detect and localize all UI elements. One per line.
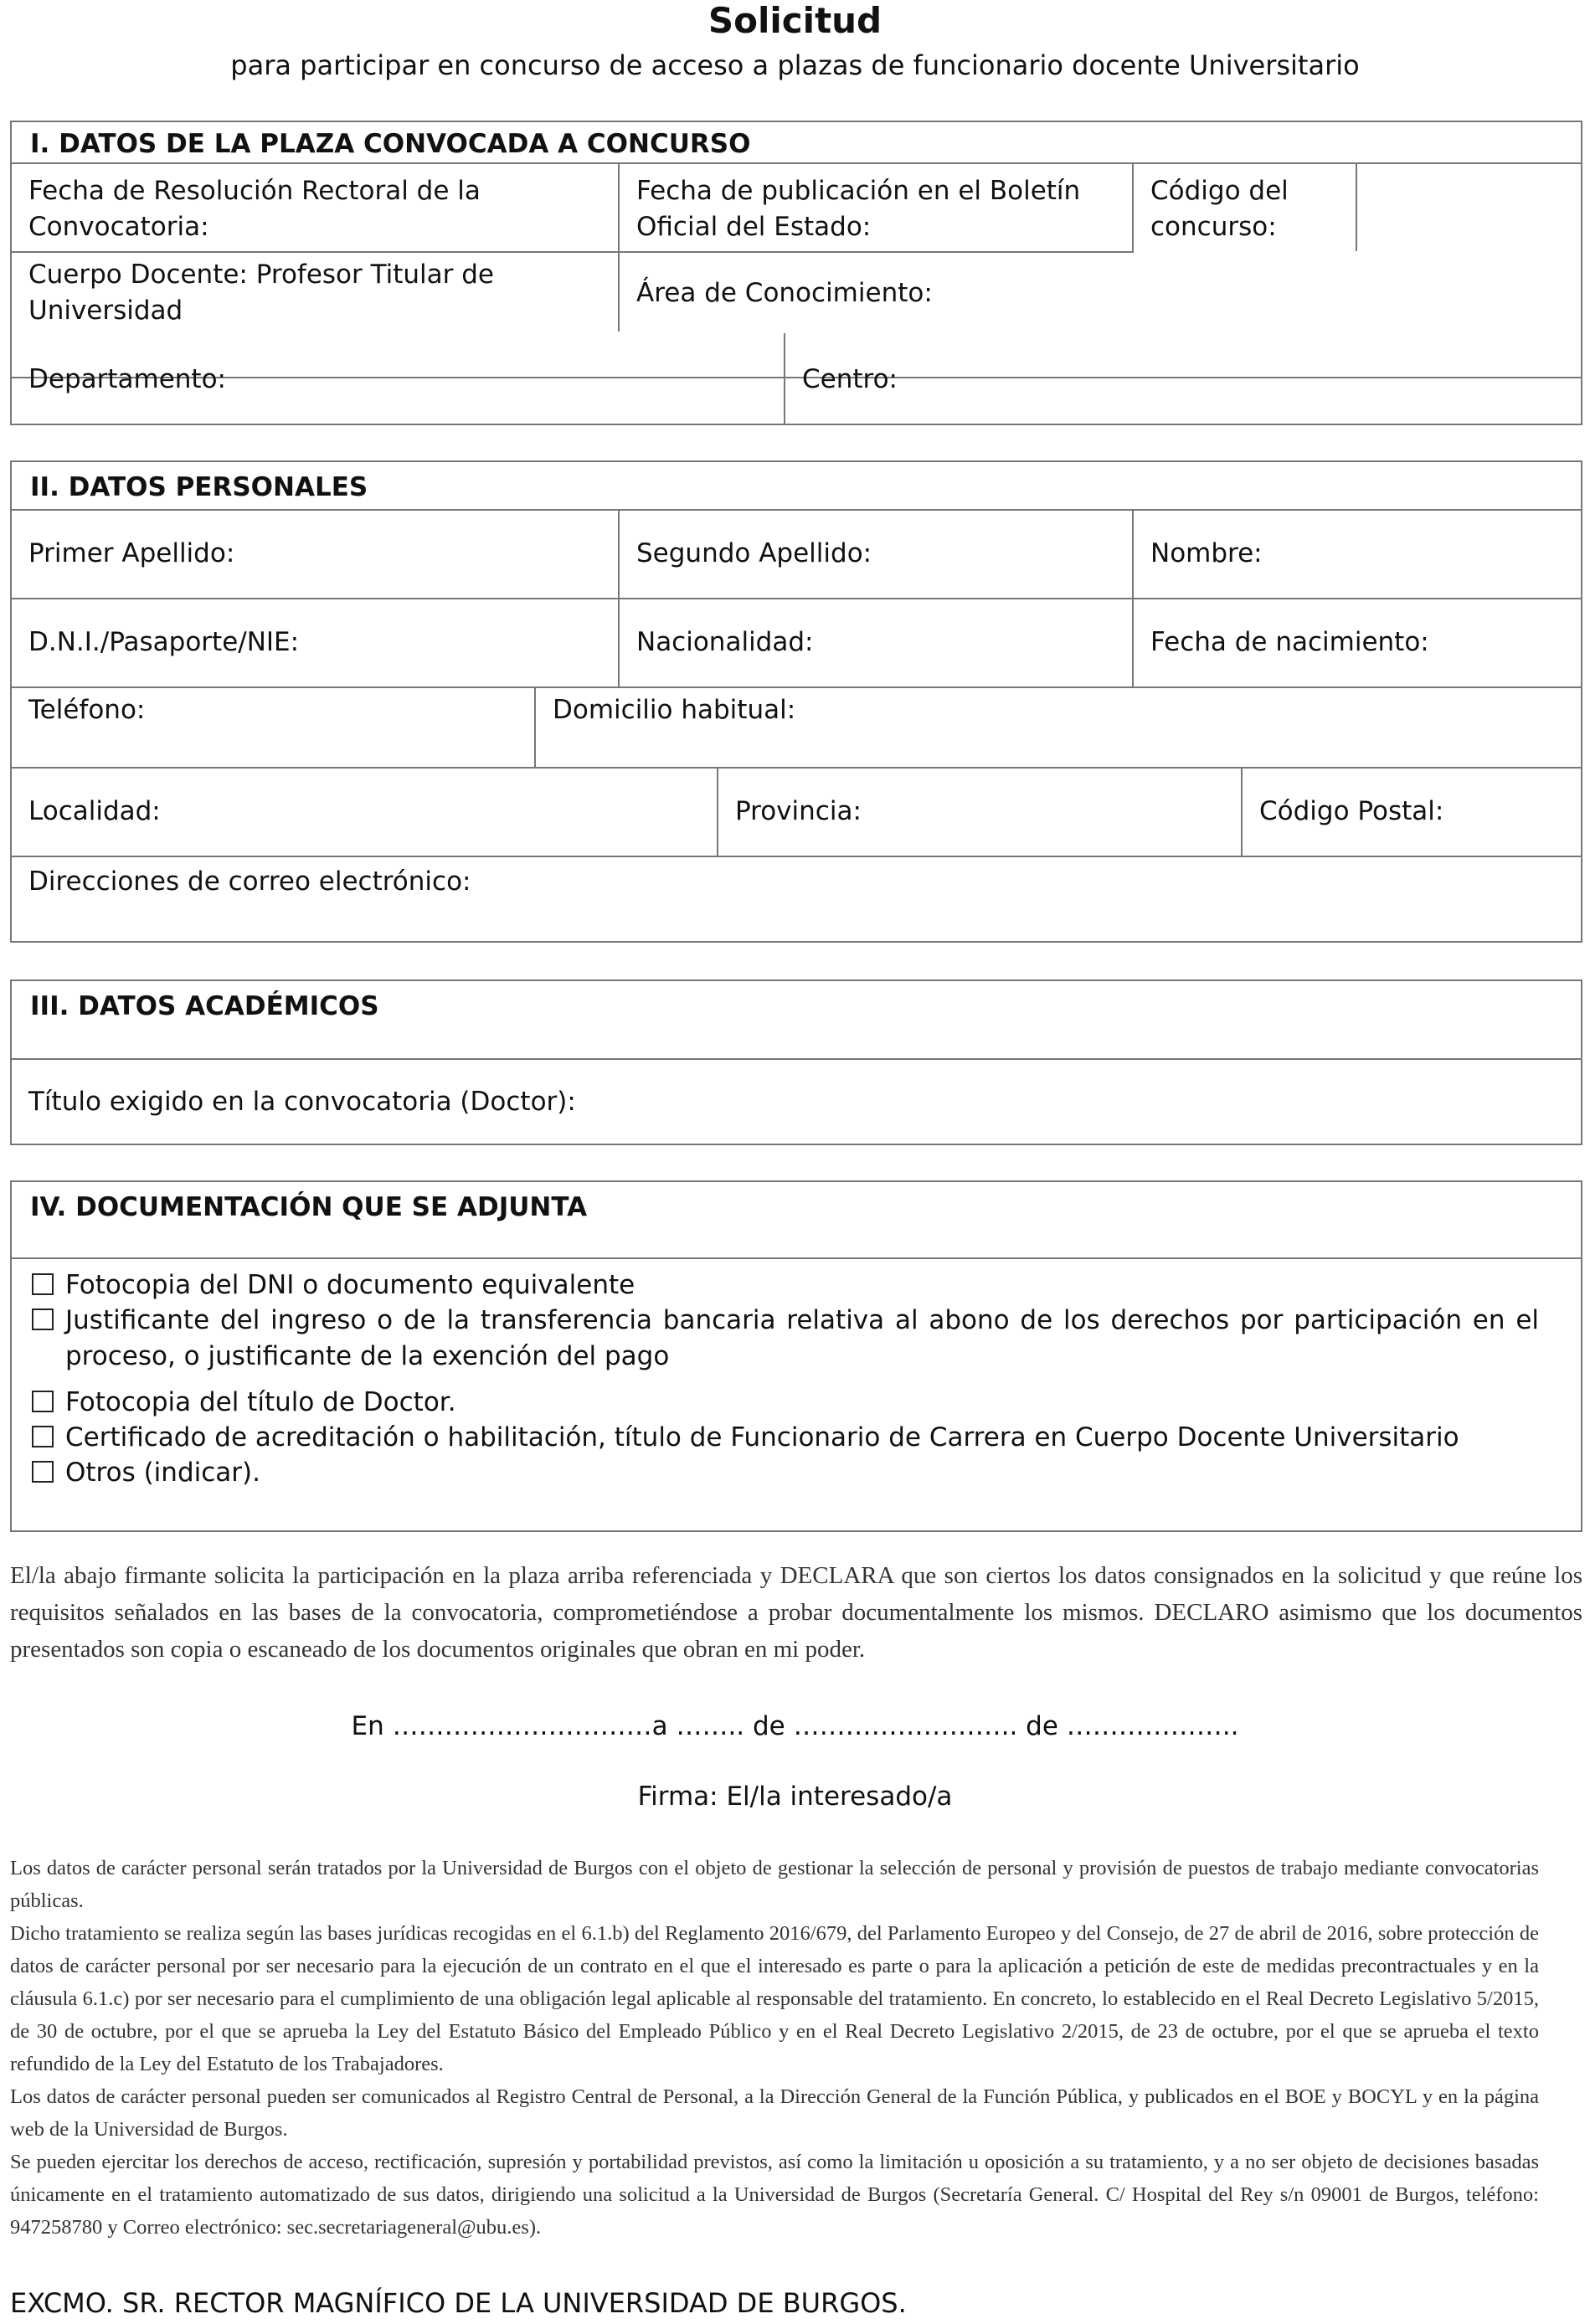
titulo-field[interactable] [12,1060,1581,1144]
segundo-apellido-label: Segundo Apellido: [636,537,872,568]
doc-item-label: Otros (indicar). [65,1458,260,1488]
correo-field[interactable] [12,857,1581,906]
doc-item-label: Justificante del ingreso o de la transferencia bancaria relativa al abono de los derechos por participación en el proceso, o justificante de la exención del pago [65,1305,1539,1371]
checkbox-justificante[interactable] [32,1309,54,1330]
provincia-label: Provincia: [735,795,862,826]
dni-field[interactable] [12,599,615,685]
doc-item-label: Fotocopia del título de Doctor. [65,1387,456,1417]
fecha-publicacion-label: Fecha de publicación en el Boletín Oficial del Estado: [636,176,1081,242]
section-personales-heading: II. DATOS PERSONALES [30,472,368,502]
telefono-field[interactable] [12,688,531,732]
checkbox-certificado[interactable] [32,1426,54,1447]
centro-field[interactable] [785,335,1581,424]
section-documentacion [10,1180,1582,1532]
departamento-field[interactable] [12,335,782,424]
doc-item-label: Fotocopia del DNI o documento equivalente [65,1270,635,1300]
domicilio-label: Domicilio habitual: [553,694,796,725]
titulo-label: Título exigido en la convocatoria (Doctor): [28,1086,576,1117]
area-conocimiento-field[interactable] [620,253,1130,333]
checkbox-titulo-doctor[interactable] [32,1391,54,1412]
nacionalidad-label: Nacionalidad: [636,626,814,657]
dni-label: D.N.I./Pasaporte/NIE: [28,626,300,657]
codigo-postal-field[interactable] [1243,769,1581,854]
nombre-label: Nombre: [1150,537,1263,568]
fecha-nacimiento-field[interactable] [1134,599,1581,685]
cuerpo-docente-label: Cuerpo Docente: Profesor Titular de Universidad [28,260,494,326]
doc-item-dni[interactable] [32,1267,1539,1303]
section-academicos [10,979,1582,1145]
cuerpo-docente-field [12,253,615,333]
fecha-resolucion-field[interactable] [12,169,615,249]
localidad-label: Localidad: [28,795,161,826]
provincia-field[interactable] [718,769,1239,854]
section-personales [10,460,1582,943]
checkbox-dni[interactable] [32,1273,54,1295]
declaration-text: El/la abajo firmante solicita la participación en la plaza arriba referenciada y DECLARA que son ciertos los datos consignados en la solicitud y que reúne los requisitos señalados en las bases de la convocatoria, comprometiéndose a probar documentalmente los mismos. DECLARO asimismo que los documentos presentados son copia o escaneado de los documentos originales que obran en mi poder. [10,1562,1582,1663]
section-plaza [10,121,1582,425]
primer-apellido-label: Primer Apellido: [28,537,235,568]
doc-item-label: Certificado de acreditación o habilitación, título de Funcionario de Carrera en Cuerpo Docente Universitario [65,1422,1459,1452]
section-plaza-heading: I. DATOS DE LA PLAZA CONVOCADA A CONCURSO [30,129,751,159]
legal-paragraph: Dicho tratamiento se realiza según las bases jurídicas recogidas en el 6.1.b) del Reglamento 2016/679, del Parlamento Europeo y del Consejo, de 27 de abril de 2016, sobre protección de datos de carácter personal por ser necesario para la ejecución de un contrato en el que el interesado es parte o para la aplicación a petición de este de medidas precontractuales y en la cláusula 6.1.c) por ser necesario para el cumplimiento de una obligación legal aplicable al responsable del tratamiento. En concreto, lo establecido en el Real Decreto Legislativo 5/2015, de 30 de octubre, por el que se aprueba la Ley del Estatuto Básico del Empleado Público y en el Real Decreto Legislativo 2/2015, de 23 de octubre, por el que se aprueba el texto refundido de la Ley del Estatuto de los Trabajadores. [10,1922,1539,2075]
codigo-concurso-label-cell [1134,169,1355,249]
page-subtitle: para participar en concurso de acceso a plazas de funcionario docente Universitario [230,49,1360,81]
segundo-apellido-field[interactable] [620,511,1130,596]
codigo-concurso-input[interactable] [1357,169,1582,249]
doc-item-otros[interactable] [32,1455,1539,1491]
legal-paragraph: Los datos de carácter personal serán tratados por la Universidad de Burgos con el objeto de gestionar la selección de personal y provisión de puestos de trabajo mediante convocatorias públicas. [10,1857,1539,1912]
correo-label: Direcciones de correo electrónico: [28,866,471,897]
legal-paragraph: Los datos de carácter personal pueden ser comunicados al Registro Central de Personal, a la Dirección General de la Función Pública, y publicados en el BOE y BOCYL y en la página web de la Universidad de Burgos. [10,2085,1539,2141]
codigo-concurso-label: Código del concurso: [1150,176,1289,242]
section-documentacion-heading: IV. DOCUMENTACIÓN QUE SE ADJUNTA [30,1192,588,1222]
addressee-footer: EXCMO. SR. RECTOR MAGNÍFICO DE LA UNIVERSIDAD DE BURGOS. [10,2287,907,2319]
signature-label: Firma: El/la interesado/a [637,1782,953,1812]
doc-item-certificado[interactable] [32,1420,1539,1456]
localidad-field[interactable] [12,769,715,854]
page-title: Solicitud [708,0,882,41]
domicilio-field[interactable] [536,688,1581,732]
doc-item-justificante[interactable] [32,1303,1539,1375]
nombre-field[interactable] [1134,511,1581,596]
primer-apellido-field[interactable] [12,511,615,596]
fecha-nacimiento-label: Fecha de nacimiento: [1150,626,1429,657]
nacionalidad-field[interactable] [620,599,1130,685]
fecha-publicacion-field[interactable] [620,169,1130,249]
departamento-label: Departamento: [28,363,226,394]
legal-paragraph: Se pueden ejercitar los derechos de acceso, rectificación, supresión y portabilidad previstos, así como la limitación u oposición a su tratamiento, y a no ser objeto de decisiones basadas únicamente en el tratamiento automatizado de sus datos, dirigiendo una solicitud a la Universidad de Burgos (Secretaría General. C/ Hospital del Rey s/n 09001 de Burgos, teléfono: 947258780 y Correo electrónico: sec.secretariageneral@ubu.es). [10,2151,1539,2239]
telefono-label: Teléfono: [28,694,146,725]
centro-label: Centro: [802,363,898,394]
fecha-resolucion-label: Fecha de Resolución Rectoral de la Convocatoria: [28,176,481,242]
date-line[interactable]: En …………………………a …….. de …………………….. de ……………….. [351,1711,1239,1741]
area-conocimiento-label: Área de Conocimiento: [636,277,933,308]
codigo-postal-label: Código Postal: [1259,795,1444,826]
doc-item-titulo-doctor[interactable] [32,1385,1539,1421]
checkbox-otros[interactable] [32,1461,54,1483]
legal-notice [10,1852,1539,2244]
section-academicos-heading: III. DATOS ACADÉMICOS [30,991,379,1021]
